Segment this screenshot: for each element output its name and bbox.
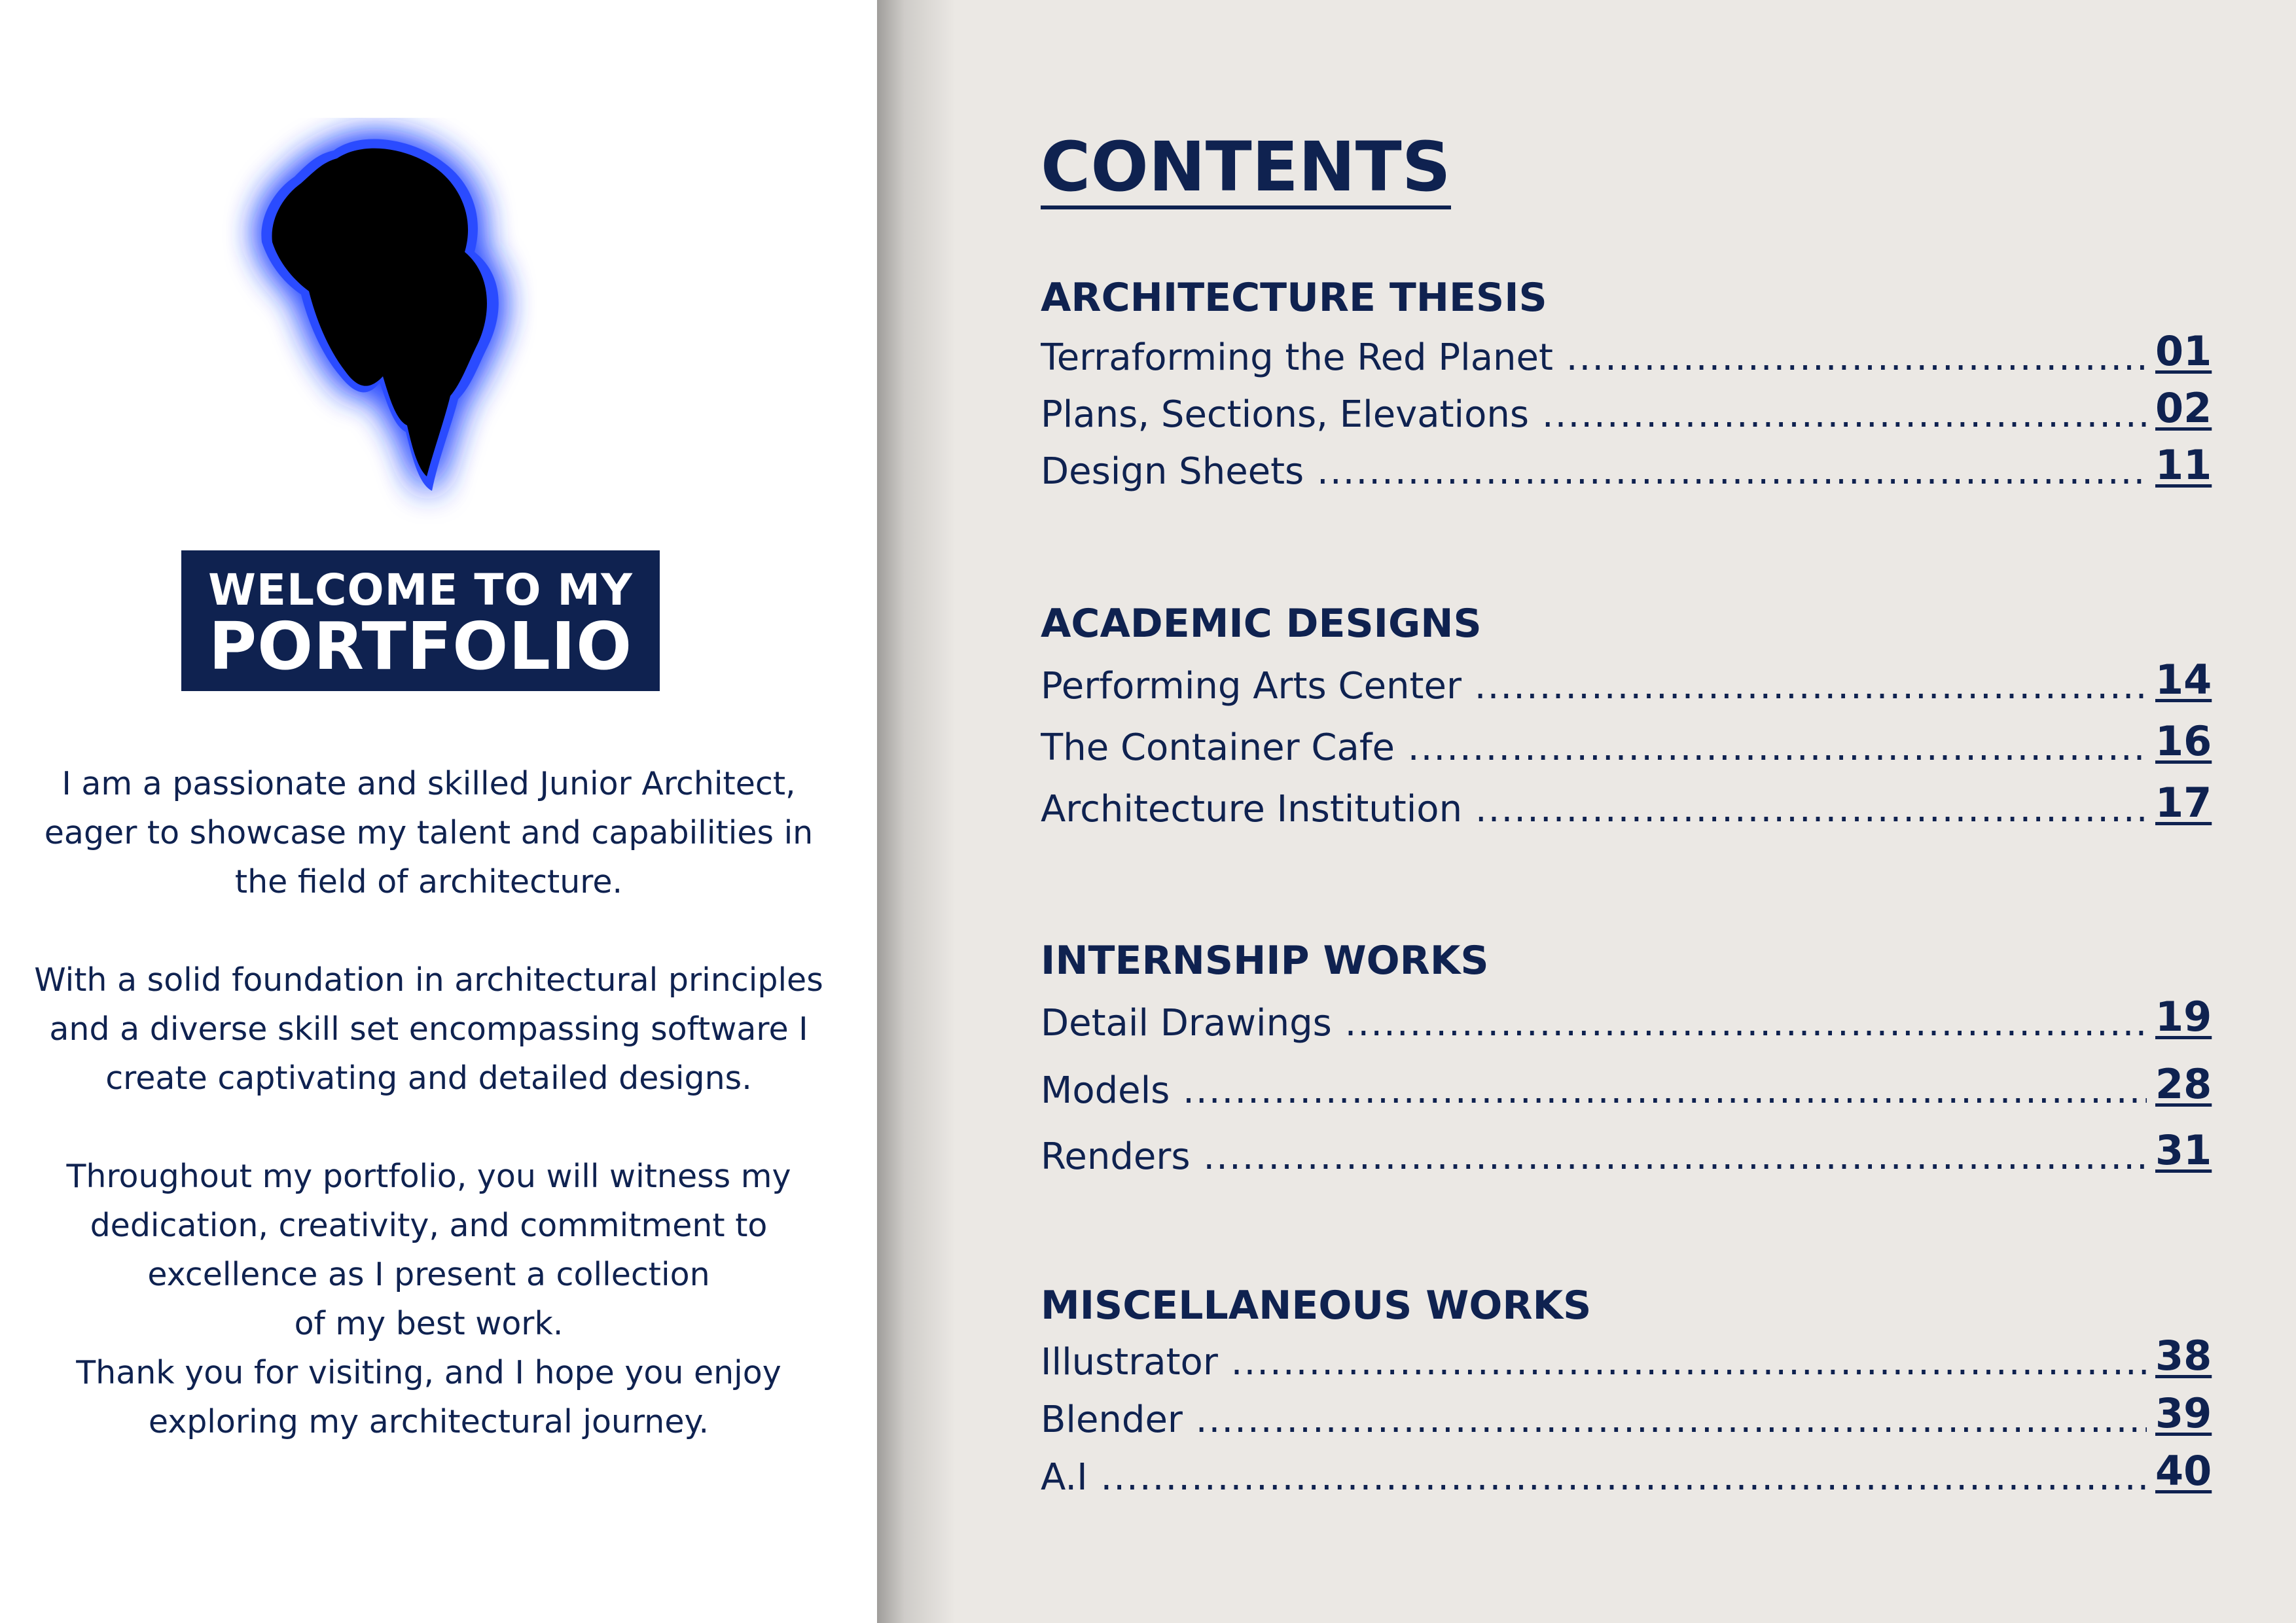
left-page [0,0,877,1623]
toc-entry-title[interactable]: A.I ..... [1041,1456,2147,1499]
toc-entry[interactable] [1041,717,2212,773]
toc-entry-title[interactable]: Blender ..... [1041,1399,2147,1441]
toc-entry-title[interactable]: Renders ..... [1041,1135,2147,1178]
page-spine-shadow [877,0,956,1623]
toc-entry-title[interactable]: Architecture Institution ..... [1041,788,2147,830]
intro-line: and a diverse skill set encompassing software I [49,1010,808,1048]
toc-entry-title[interactable]: Models ..... [1041,1069,2147,1112]
toc-page-number[interactable]: 02 [2155,384,2212,432]
toc-entry[interactable] [1041,779,2212,834]
intro-line: dedication, creativity, and commitment to [90,1207,768,1244]
toc-entry[interactable] [1041,1126,2212,1182]
toc-entry-title[interactable]: Detail Drawings ..... [1041,1002,2147,1044]
toc-page-number[interactable]: 16 [2155,717,2212,765]
intro-line: Thank you for visiting, and I hope you enjoy [76,1354,781,1391]
toc-page-number[interactable]: 01 [2155,327,2212,375]
intro-line: the field of architecture. [234,863,623,901]
toc-entry[interactable] [1041,441,2212,497]
toc-entry[interactable] [1041,1060,2212,1116]
toc-entry[interactable] [1041,1332,2212,1387]
toc-entry-title[interactable]: The Container Cafe ..... [1041,726,2147,769]
toc-entry[interactable] [1041,993,2212,1048]
toc-entry-title[interactable]: Performing Arts Center ..... [1041,665,2147,707]
intro-line: Throughout my portfolio, you will witness my [66,1158,791,1195]
toc-entry[interactable] [1041,1447,2212,1503]
toc-page-number[interactable]: 31 [2155,1126,2212,1174]
toc-entry[interactable] [1041,656,2212,711]
intro-text [26,759,831,1446]
welcome-line-1: WELCOME TO MY [208,565,633,615]
intro-line: create captivating and detailed designs. [105,1060,752,1097]
intro-line: I am a passionate and skilled Junior Architect, [62,765,796,802]
welcome-banner [181,550,660,691]
toc-page-number[interactable]: 40 [2155,1447,2212,1495]
toc-page-number[interactable]: 28 [2155,1060,2212,1108]
intro-line: exploring my architectural journey. [148,1403,709,1440]
section-heading: ARCHITECTURE THESIS [1041,275,1547,321]
toc-page-number[interactable]: 17 [2155,779,2212,827]
toc-entry-title[interactable]: Plans, Sections, Elevations ..... [1041,393,2147,436]
intro-line: eager to showcase my talent and capabilities in [44,814,814,851]
toc-page-number[interactable]: 38 [2155,1332,2212,1380]
toc-entry[interactable] [1041,384,2212,440]
intro-line: With a solid foundation in architectural principles [34,961,823,999]
toc-page-number[interactable]: 11 [2155,441,2212,489]
welcome-line-2: PORTFOLIO [208,608,633,685]
toc-entry-title[interactable]: Terraforming the Red Planet ..... [1041,336,2147,379]
section-heading: INTERNSHIP WORKS [1041,938,1489,984]
section-heading: MISCELLANEOUS WORKS [1041,1283,1592,1329]
intro-line: of my best work. [294,1305,564,1342]
toc-entry[interactable] [1041,1389,2212,1445]
contents-title: CONTENTS [1041,131,1451,209]
section-heading: ACADEMIC DESIGNS [1041,601,1482,647]
profile-silhouette-icon [196,118,537,524]
toc-page-number[interactable]: 39 [2155,1389,2212,1437]
toc-page-number[interactable]: 14 [2155,656,2212,704]
toc-entry[interactable] [1041,327,2212,383]
intro-line: excellence as I present a collection [147,1256,710,1293]
toc-entry-title[interactable]: Design Sheets ..... [1041,450,2147,493]
toc-entry-title[interactable]: Illustrator ..... [1041,1341,2147,1383]
toc-page-number[interactable]: 19 [2155,993,2212,1041]
